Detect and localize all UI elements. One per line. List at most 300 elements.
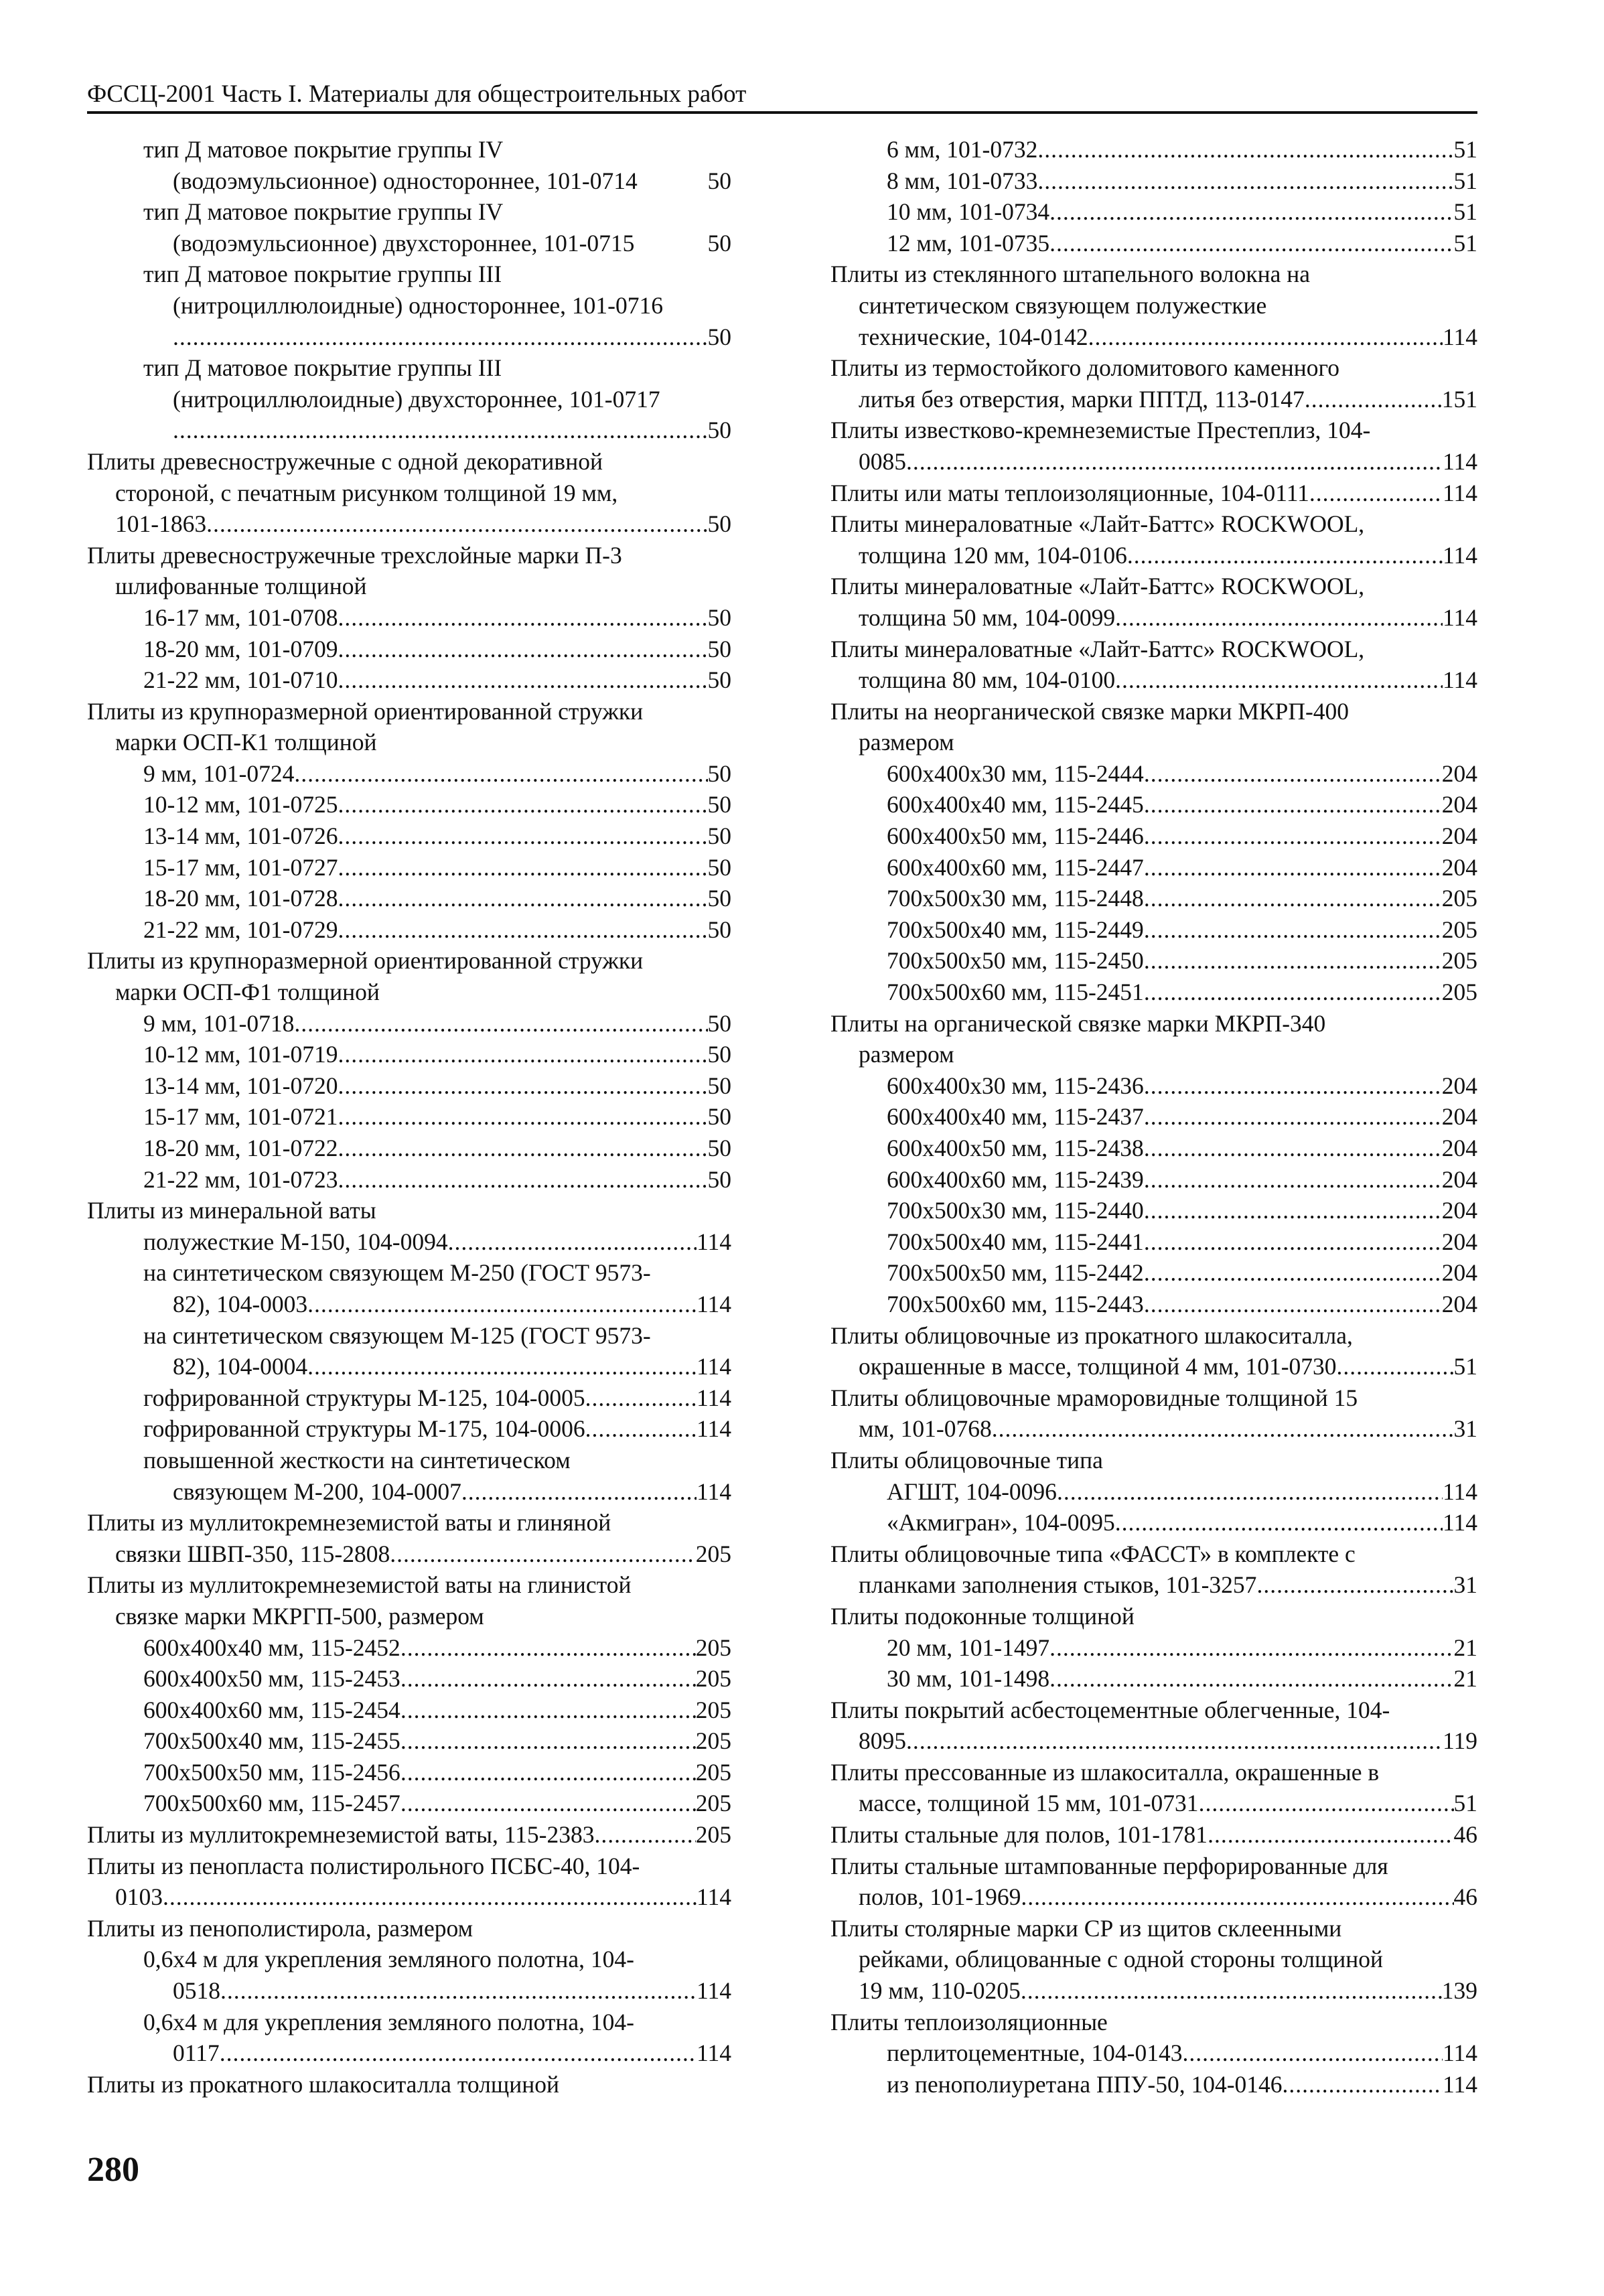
index-line (87, 1070, 731, 1102)
index-line (87, 1226, 731, 1258)
index-line (830, 1413, 1477, 1445)
page-ref: 204 (1441, 1259, 1477, 1287)
index-line (87, 290, 731, 321)
page-ref: 114 (697, 1415, 731, 1443)
entry-text: 10-12 мм, 101-0719 (143, 1041, 338, 1068)
dot-leader (1049, 1663, 1453, 1695)
entry-text: Плиты древесностружечные трехслойные марки П-3 (87, 541, 622, 569)
index-line (830, 1632, 1477, 1664)
index-line (830, 1445, 1477, 1476)
entry-text: 700х500х30 мм, 115-2440 (887, 1197, 1144, 1224)
index-line (87, 634, 731, 665)
dot-leader (1144, 945, 1442, 977)
dot-leader (1144, 1133, 1442, 1164)
dot-leader (1144, 1101, 1442, 1133)
entry-text: (нитроциллюлоидные) одностороннее, 101-0716 (173, 291, 663, 319)
entry-text: 700х500х40 мм, 115-2449 (887, 916, 1144, 943)
entry-text: 600х400х50 мм, 115-2453 (143, 1665, 400, 1693)
entry-text: 18-20 мм, 101-0709 (143, 635, 338, 662)
dot-leader (1057, 1476, 1443, 1508)
dot-leader (338, 634, 707, 665)
entry-text: массе, толщиной 15 мм, 101-0731 (859, 1790, 1199, 1817)
dot-leader (400, 1757, 696, 1788)
index-line (87, 1632, 731, 1664)
entry-text: Плиты из муллитокремнеземистой ваты на глинистой (87, 1571, 632, 1599)
entry-text: связке марки МКРГП-500, размером (115, 1602, 484, 1630)
page-ref: 114 (1443, 2070, 1477, 2098)
index-line (830, 945, 1477, 977)
index-line (830, 1289, 1477, 1320)
index-entry (87, 1569, 731, 1819)
entry-text: Плиты теплоизоляционные (830, 2008, 1108, 2035)
entry-text: 16-17 мм, 101-0708 (143, 603, 338, 631)
index-line (830, 508, 1477, 540)
entry-text: 10 мм, 101-0734 (887, 198, 1050, 226)
page-ref: 114 (697, 1478, 731, 1505)
dot-leader (1144, 883, 1442, 914)
entry-text: Плиты древесностружечные с одной декоративной (87, 447, 603, 475)
entry-text: марки ОСП-К1 толщиной (115, 729, 377, 756)
entry-text: литья без отверстия, марки ППТД, 113-0147 (859, 385, 1305, 413)
entry-text: (водоэмульсионное) одностороннее, 101-0714 (173, 167, 638, 194)
page-ref: 114 (1443, 666, 1477, 694)
index-line (87, 1788, 731, 1819)
entry-text: связки ШВП-350, 115-2808 (115, 1540, 390, 1567)
entry-text: 600х400х60 мм, 115-2439 (887, 1165, 1144, 1193)
index-line (830, 1195, 1477, 1226)
entry-text: Плиты из прокатного шлакоситалла толщиной (87, 2070, 559, 2098)
dot-leader (585, 1382, 697, 1414)
entry-text: 18-20 мм, 101-0722 (143, 1135, 338, 1161)
page-ref: 50 (707, 1072, 731, 1099)
page-ref: 139 (1441, 1977, 1477, 2005)
entry-text: 0518 (173, 1977, 220, 2005)
index-line (830, 1601, 1477, 1632)
index-line (830, 290, 1477, 321)
entry-text: рейками, облицованные с одной стороны толщиной (859, 1946, 1384, 1973)
index-line (830, 977, 1477, 1008)
page-ref: 204 (1441, 1228, 1477, 1255)
page-ref: 205 (695, 1540, 731, 1567)
entry-text: «Акмигран», 104-0095 (887, 1509, 1115, 1536)
index-line (87, 2037, 731, 2069)
index-line (87, 352, 731, 384)
entry-text: 700х500х60 мм, 115-2457 (143, 1790, 400, 1817)
dot-leader (1021, 1975, 1442, 2007)
dot-leader (1144, 789, 1442, 820)
index-line (87, 758, 731, 790)
page-ref: 114 (697, 1353, 731, 1380)
entry-text: гофрированной структуры М-125, 104-0005 (143, 1384, 585, 1411)
page-ref: 50 (707, 167, 731, 194)
dot-leader (400, 1725, 696, 1757)
page-ref: 50 (707, 1041, 731, 1068)
page-ref: 50 (707, 760, 731, 787)
running-header (87, 79, 1477, 114)
entry-text: 9 мм, 101-0718 (143, 1009, 295, 1037)
dot-leader (1144, 1164, 1442, 1196)
index-line (87, 883, 731, 914)
index-line (830, 1507, 1477, 1538)
dot-leader (1337, 1351, 1454, 1382)
entry-text: Плиты прессованные из шлакоситалла, окрашенные в (830, 1758, 1380, 1786)
index-line (87, 1382, 731, 1414)
dot-leader (338, 883, 707, 914)
index-line (830, 1663, 1477, 1695)
index-line (830, 1257, 1477, 1289)
index-line (830, 1476, 1477, 1508)
page-ref: 114 (697, 1290, 731, 1317)
dot-leader (338, 664, 707, 696)
index-entry (830, 1757, 1477, 1819)
index-line (87, 1289, 731, 1320)
index-line (87, 571, 731, 602)
entry-text: планками заполнения стыков, 101-3257 (859, 1571, 1257, 1599)
page-ref: 21 (1453, 1665, 1477, 1693)
index-line (87, 1476, 731, 1508)
entry-text: Плиты облицовочные типа (830, 1446, 1103, 1474)
index-line (830, 727, 1477, 758)
dot-leader (992, 1413, 1454, 1445)
dot-leader (173, 321, 708, 353)
index-line (830, 883, 1477, 914)
page-ref: 114 (1443, 1478, 1477, 1505)
dot-leader (1144, 914, 1442, 946)
entry-text: 600х400х40 мм, 115-2452 (143, 1634, 400, 1661)
page-ref: 204 (1441, 1135, 1477, 1161)
entry-text: размером (859, 729, 954, 756)
index-line (87, 727, 731, 758)
index-line (830, 228, 1477, 259)
page-ref: 204 (1441, 1072, 1477, 1099)
entry-text: 21-22 мм, 101-0729 (143, 916, 338, 943)
page-ref: 205 (695, 1790, 731, 1817)
entry-text: Плиты из стеклянного штапельного волокна на (830, 261, 1311, 288)
page-ref: 114 (697, 1228, 731, 1255)
dot-leader (400, 1695, 696, 1726)
index-line (87, 508, 731, 540)
dot-leader (1144, 852, 1442, 883)
index-line (830, 1944, 1477, 1975)
index-entry (87, 2069, 731, 2100)
page-ref: 114 (1443, 479, 1477, 506)
entry-text: (нитроциллюлоидные) двухстороннее, 101-0717 (173, 385, 660, 413)
dot-leader (1049, 228, 1453, 259)
entry-text: Плиты минераловатные «Лайт-Баттс» ROCKWOOL, (830, 510, 1365, 538)
index-entry (87, 134, 731, 446)
dot-leader (1115, 602, 1443, 634)
index-entry (87, 1195, 731, 1507)
entry-text: 18-20 мм, 101-0728 (143, 885, 338, 912)
entry-text: Плиты стальные штампованные перфорированные для (830, 1852, 1388, 1879)
entry-text: полов, 101-1969 (859, 1883, 1021, 1911)
dot-leader (1305, 384, 1442, 415)
page-ref: 50 (707, 603, 731, 631)
index-entry (87, 1819, 731, 1851)
dot-leader (1144, 1070, 1442, 1102)
entry-text: 8 мм, 101-0733 (887, 167, 1038, 194)
index-entry (87, 1507, 731, 1569)
index-line (87, 1039, 731, 1070)
index-entry (87, 945, 731, 1195)
index-line (87, 1101, 731, 1133)
index-entry (830, 1445, 1477, 1538)
dot-leader (390, 1538, 696, 1570)
entry-text: Плиты на неорганической связке марки МКРП-400 (830, 697, 1350, 725)
dot-leader (294, 758, 707, 790)
index-line (830, 1725, 1477, 1757)
dot-leader (338, 602, 707, 634)
index-line (87, 1851, 731, 1882)
entry-text: 700х500х50 мм, 115-2450 (887, 947, 1144, 975)
dot-leader (1049, 1632, 1453, 1664)
index-line (830, 1351, 1477, 1382)
index-line (830, 1039, 1477, 1070)
entry-text: тип Д матовое покрытие группы III (143, 261, 502, 288)
index-line (87, 2007, 731, 2038)
entry-text: толщина 80 мм, 104-0100 (859, 666, 1116, 694)
index-line (87, 696, 731, 727)
page-ref: 151 (1441, 385, 1477, 413)
dot-leader (206, 508, 707, 540)
entry-text: 700х500х60 мм, 115-2451 (887, 979, 1144, 1006)
page-ref: 205 (1441, 947, 1477, 975)
page-ref: 114 (1443, 1509, 1477, 1536)
index-line (830, 540, 1477, 571)
entry-text: 0103 (115, 1883, 163, 1911)
entry-text: 600х400х40 мм, 115-2437 (887, 1103, 1144, 1131)
dot-leader (1144, 820, 1442, 852)
index-line (830, 1757, 1477, 1788)
index-line (87, 165, 731, 197)
index-line (87, 945, 731, 977)
page-ref: 50 (707, 510, 731, 538)
index-line (87, 2069, 731, 2100)
index-entry (830, 1320, 1477, 1382)
index-entry (830, 1819, 1477, 1851)
index-line (830, 1881, 1477, 1913)
index-line (87, 1164, 731, 1196)
index-entry (830, 1851, 1477, 1913)
entry-text: Плиты из термостойкого доломитового каменного (830, 354, 1339, 382)
entry-text: на синтетическом связующем М-125 (ГОСТ 9573- (143, 1321, 651, 1349)
dot-leader (1283, 2069, 1443, 2100)
index-line (830, 1133, 1477, 1164)
entry-text: полужесткие М-150, 104-0094 (143, 1228, 448, 1255)
index-line (87, 1757, 731, 1788)
entry-text: 600х400х50 мм, 115-2446 (887, 822, 1144, 850)
dot-leader (1049, 196, 1453, 228)
entry-text: толщина 50 мм, 104-0099 (859, 603, 1116, 631)
index-line (87, 1257, 731, 1289)
dot-leader (1256, 1569, 1453, 1601)
index-line (830, 1008, 1477, 1039)
dot-leader (1144, 1226, 1442, 1258)
dot-leader (400, 1663, 696, 1695)
entry-text: связующем М-200, 104-0007 (173, 1478, 461, 1505)
index-line (87, 1913, 731, 1944)
entry-text: синтетическом связующем полужесткие (859, 291, 1267, 319)
index-line (87, 602, 731, 634)
page-ref: 205 (695, 1665, 731, 1693)
dot-leader (338, 1101, 707, 1133)
page-ref: 50 (707, 635, 731, 662)
index-line (830, 1569, 1477, 1601)
page-number: 280 (87, 2151, 139, 2189)
page-ref: 114 (1443, 323, 1477, 350)
dot-leader (173, 415, 708, 446)
index-line (830, 1975, 1477, 2007)
entry-text: 600х400х60 мм, 115-2454 (143, 1696, 400, 1723)
entry-text: из пенополиуретана ППУ-50, 104-0146 (887, 2070, 1283, 2098)
index-column-left (87, 134, 731, 2100)
index-line (87, 1944, 731, 1975)
entry-text: 82), 104-0004 (173, 1353, 308, 1380)
entry-text: 0,6х4 м для укрепления земляного полотна, 104- (143, 1946, 634, 1973)
index-line (830, 758, 1477, 790)
index-line (830, 384, 1477, 415)
index-line (830, 1851, 1477, 1882)
index-line (830, 1538, 1477, 1570)
entry-text: 700х500х40 мм, 115-2441 (887, 1228, 1144, 1255)
entry-text: Плиты известково-кремнеземистые Престеплиз, 104- (830, 417, 1371, 444)
index-line (87, 1445, 731, 1476)
dot-leader (1182, 2037, 1443, 2069)
entry-text: Плиты минераловатные «Лайт-Баттс» ROCKWOOL, (830, 573, 1365, 600)
index-entry (830, 508, 1477, 571)
page-ref: 205 (1441, 979, 1477, 1006)
entry-text: 700х500х50 мм, 115-2442 (887, 1259, 1144, 1287)
index-column-right (830, 134, 1477, 2100)
index-line (87, 196, 731, 228)
index-line (87, 852, 731, 883)
index-line (87, 1538, 731, 1570)
index-line (87, 977, 731, 1008)
index-line (830, 134, 1477, 165)
entry-text: Плиты из крупноразмерной ориентированной стружки (87, 697, 644, 725)
index-entry (830, 352, 1477, 415)
page-ref: 204 (1441, 1165, 1477, 1193)
entry-text: перлитоцементные, 104-0143 (887, 2039, 1183, 2067)
page-ref: 51 (1453, 198, 1477, 226)
entry-text: 82), 104-0003 (173, 1290, 308, 1317)
entry-text: 8095 (859, 1727, 906, 1755)
dot-leader (1144, 1195, 1442, 1226)
page-ref: 50 (707, 666, 731, 694)
index-entry (830, 478, 1477, 509)
index-line (830, 2069, 1477, 2100)
dot-leader (220, 2037, 697, 2069)
entry-text: 21-22 мм, 101-0710 (143, 666, 338, 694)
dot-leader (906, 446, 1443, 478)
page-ref: 50 (707, 1165, 731, 1193)
dot-leader (1021, 1881, 1453, 1913)
entry-text: толщина 120 мм, 104-0106 (859, 541, 1127, 569)
page-ref: 50 (707, 323, 731, 350)
entry-text: 12 мм, 101-0735 (887, 229, 1050, 257)
entry-text: технические, 104-0142 (859, 323, 1088, 350)
entry-text: 700х500х60 мм, 115-2443 (887, 1290, 1144, 1317)
index-line (830, 634, 1477, 665)
index-entry (87, 540, 731, 696)
entry-text: марки ОСП-Ф1 толщиной (115, 979, 380, 1006)
index-entry (830, 415, 1477, 477)
index-line (830, 1070, 1477, 1102)
entry-text: 600х400х30 мм, 115-2444 (887, 760, 1144, 787)
entry-text: стороной, с печатным рисунком толщиной 19 мм, (115, 479, 618, 506)
index-entry (830, 571, 1477, 633)
index-line (830, 259, 1477, 290)
page-ref: 51 (1453, 229, 1477, 257)
page-ref: 31 (1453, 1415, 1477, 1443)
page-ref: 51 (1453, 136, 1477, 163)
entry-text: тип Д матовое покрытие группы IV (143, 198, 504, 226)
entry-text: 15-17 мм, 101-0721 (143, 1103, 338, 1131)
page-ref: 205 (1441, 916, 1477, 943)
index-entry (830, 1913, 1477, 2007)
index-line (87, 1351, 731, 1382)
dot-leader (594, 1819, 695, 1851)
page-ref: 114 (1443, 2039, 1477, 2067)
entry-text: 10-12 мм, 101-0725 (143, 791, 338, 818)
page-ref: 114 (697, 1883, 731, 1911)
dot-leader (1037, 165, 1453, 197)
index-entry (830, 259, 1477, 352)
page-ref: 205 (695, 1696, 731, 1723)
page-ref: 114 (1443, 541, 1477, 569)
entry-text: (водоэмульсионное) двухстороннее, 101-0715 (173, 229, 635, 257)
dot-leader (1309, 478, 1443, 509)
index-line (87, 1975, 731, 2007)
entry-text: Плиты подоконные толщиной (830, 1602, 1135, 1630)
index-line (830, 571, 1477, 602)
dot-leader (294, 1008, 707, 1039)
page-ref: 50 (707, 822, 731, 850)
dot-leader (338, 1164, 707, 1196)
entry-text: 15-17 мм, 101-0727 (143, 853, 338, 881)
page-ref: 204 (1441, 1290, 1477, 1317)
page-ref: 51 (1453, 1790, 1477, 1817)
page-ref: 205 (695, 1634, 731, 1661)
dot-leader (1144, 758, 1442, 790)
entry-text: Плиты столярные марки СР из щитов склеенными (830, 1914, 1342, 1942)
entry-text: Плиты из пенополистирола, размером (87, 1914, 473, 1942)
dot-leader (220, 1975, 697, 2007)
index-entry (830, 1008, 1477, 1320)
entry-text: на синтетическом связующем М-250 (ГОСТ 9573- (143, 1259, 651, 1287)
entry-text: 9 мм, 101-0724 (143, 760, 295, 787)
entry-text: Плиты из крупноразмерной ориентированной стружки (87, 947, 644, 975)
page-ref: 51 (1453, 1353, 1477, 1380)
page-ref: 50 (707, 885, 731, 912)
index-line (830, 478, 1477, 509)
page-ref: 50 (707, 791, 731, 818)
entry-text: шлифованные толщиной (115, 573, 367, 600)
dot-leader (400, 1632, 696, 1664)
index-line (830, 852, 1477, 883)
entry-text: окрашенные в массе, толщиной 4 мм, 101-0730 (859, 1353, 1337, 1380)
page-ref: 205 (1441, 885, 1477, 912)
entry-text: Плиты или маты теплоизоляционные, 104-0111 (830, 479, 1309, 506)
entry-text: Плиты из муллитокремнеземистой ваты и глиняной (87, 1509, 611, 1536)
index-line (87, 415, 731, 446)
index-line (87, 1569, 731, 1601)
dot-leader (448, 1226, 697, 1258)
index-entry (830, 1695, 1477, 1757)
index-entry (87, 696, 731, 946)
entry-text: 700х500х50 мм, 115-2456 (143, 1758, 400, 1786)
page-ref: 50 (707, 916, 731, 943)
